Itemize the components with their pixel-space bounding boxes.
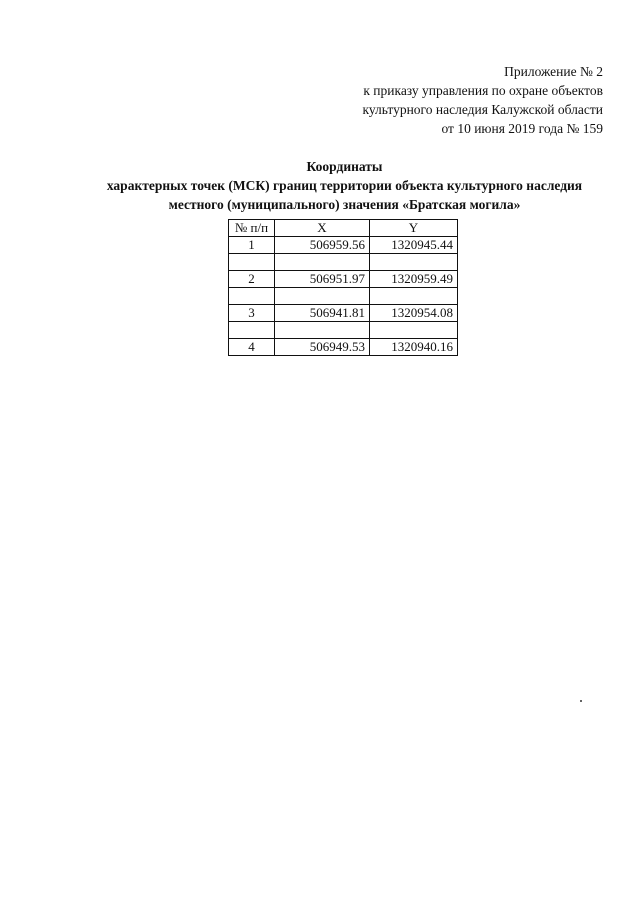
cell-x: 506941.81 <box>275 305 370 322</box>
appendix-header <box>362 62 603 138</box>
table-row-empty <box>229 322 458 339</box>
table-row <box>229 305 458 322</box>
table-header-row <box>229 220 458 237</box>
cell-x: 506951.97 <box>275 271 370 288</box>
column-header-y: Y <box>370 220 458 237</box>
cell-y: 1320940.16 <box>370 339 458 356</box>
cell-y <box>370 322 458 339</box>
appendix-number: Приложение № 2 <box>504 64 603 79</box>
cell-number: 1 <box>229 237 275 254</box>
coordinates-table <box>228 219 458 356</box>
cell-x <box>275 254 370 271</box>
title-heading: Координаты <box>306 159 383 174</box>
cell-y: 1320954.08 <box>370 305 458 322</box>
cell-number: 4 <box>229 339 275 356</box>
cell-y: 1320945.44 <box>370 237 458 254</box>
scan-speck <box>580 700 582 702</box>
column-header-x: X <box>275 220 370 237</box>
cell-number: 3 <box>229 305 275 322</box>
cell-y <box>370 288 458 305</box>
table-row <box>229 237 458 254</box>
document-title <box>0 157 639 214</box>
table-row-empty <box>229 288 458 305</box>
cell-y: 1320959.49 <box>370 271 458 288</box>
table-row <box>229 339 458 356</box>
cell-x <box>275 322 370 339</box>
table-row-empty <box>229 254 458 271</box>
cell-number: 2 <box>229 271 275 288</box>
cell-x: 506959.56 <box>275 237 370 254</box>
column-header-number: № п/п <box>229 220 275 237</box>
cell-x: 506949.53 <box>275 339 370 356</box>
authority-name: культурного наследия Калужской области <box>362 102 603 117</box>
table-row <box>229 271 458 288</box>
cell-y <box>370 254 458 271</box>
title-object-name: местного (муниципального) значения «Братская могила» <box>168 197 521 212</box>
cell-number <box>229 322 275 339</box>
cell-number <box>229 288 275 305</box>
title-subheading: характерных точек (МСК) границ территории объекта культурного наследия <box>106 178 583 193</box>
order-date: от 10 июня 2019 года № 159 <box>441 121 603 136</box>
cell-number <box>229 254 275 271</box>
order-reference: к приказу управления по охране объектов <box>363 83 603 98</box>
cell-x <box>275 288 370 305</box>
